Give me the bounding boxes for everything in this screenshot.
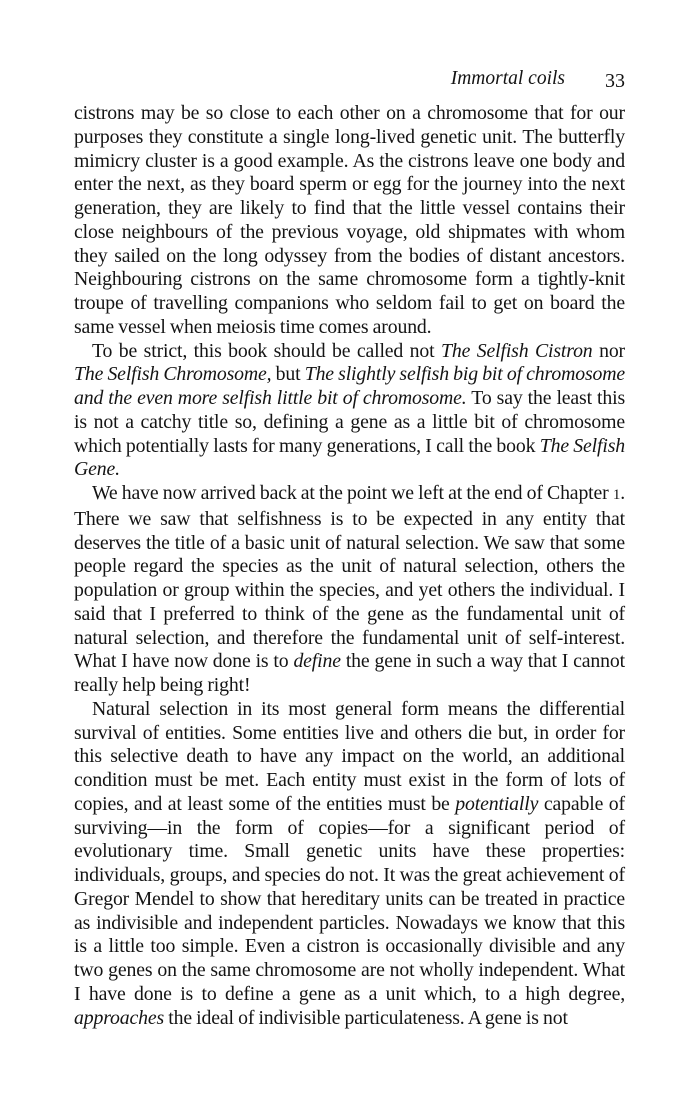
page-number: 33 — [605, 70, 625, 92]
running-header — [74, 66, 625, 102]
italic-text: The Selfish Gene. — [74, 434, 625, 481]
text-segment: . There we saw that selfishness is to be expected in any entity that deserves the title of a basic unit of natural selection. We saw that some people regard the species as the unit of natural selection, others the population or group within the species, and yet others the individual. I said that I preferred to think of the gene as the fundamental unit of natural selection, and therefore the fundamental unit of self-interest. What I have now done is to — [74, 482, 625, 673]
text-segment: the gene in such a way that I cannot really help being right! — [74, 650, 625, 696]
italic-text: The Selfish Chromosome, — [74, 363, 272, 386]
text-segment: To be strict, this book should be called not — [92, 339, 442, 362]
text-segment: To say the least this is not a catchy title so, defining a gene as a little bit of chromosome which potentially lasts for many generations, I call the book — [74, 387, 626, 457]
text-segment: Natural selection in its most general form means the differential survival of entities. Some entities live and others die but, in order for this selective death to have any impact on the world, an additional condition must be met. Each entity must exist in the form of lots of copies, and at least some of the entities must be — [74, 697, 625, 815]
body-text — [74, 102, 625, 1030]
text-segment: nor — [592, 339, 625, 362]
italic-text: approaches — [74, 1006, 165, 1029]
text-segment: the ideal of indivisible particulateness. A gene is not — [164, 1006, 568, 1029]
paragraph — [74, 340, 625, 483]
text-segment: capable of surviving—in the form of copies—for a significant period of evolutionary time. Small genetic units have these properties: individuals, groups, and species do not. It was the great achievement of Gregor Mendel to show that hereditary units can be treated in practice as indivisible and independent particles. Nowadays we know that this is a little too simple. Even a cistron is occasionally divisible and any two genes on the same chromosome are not wholly independent. What I have done is to define a gene as a unit which, to a high degree, — [74, 792, 625, 1005]
text-segment: cistrons may be so close to each other on a chromosome that for our purposes they constitute a single long-lived genetic unit. The butterfly mimicry cluster is a good example. As the cistrons leave one body and enter the next, as they board sperm or egg for the journey into the next generation, they are likely to find that the little vessel contains their close neighbours of the previous voyage, old shipmates with whom they sailed on the long odyssey from the bodies of distant ancestors. Neighbouring cistrons on the same chromosome form a tightly-knit troupe of travelling companions who seldom fail to get on board the same vessel when meiosis time comes around. — [74, 102, 625, 338]
paragraph — [74, 482, 625, 698]
italic-text: The Selfish Cistron — [441, 339, 593, 362]
text-segment: but — [271, 363, 305, 386]
chapter-numeral: 1 — [612, 487, 621, 503]
running-title: Immortal coils — [450, 68, 565, 89]
text-segment: We have now arrived back at the point we left at the end of Chapter — [92, 482, 613, 504]
italic-text: The slightly selfish big bit of chromosome and the even more selfish little bit of chromosome. — [74, 363, 626, 409]
italic-text: define — [293, 650, 341, 673]
paragraph — [74, 698, 625, 1031]
book-page — [74, 66, 625, 1030]
paragraph — [74, 102, 625, 340]
italic-text: potentially — [455, 792, 539, 815]
